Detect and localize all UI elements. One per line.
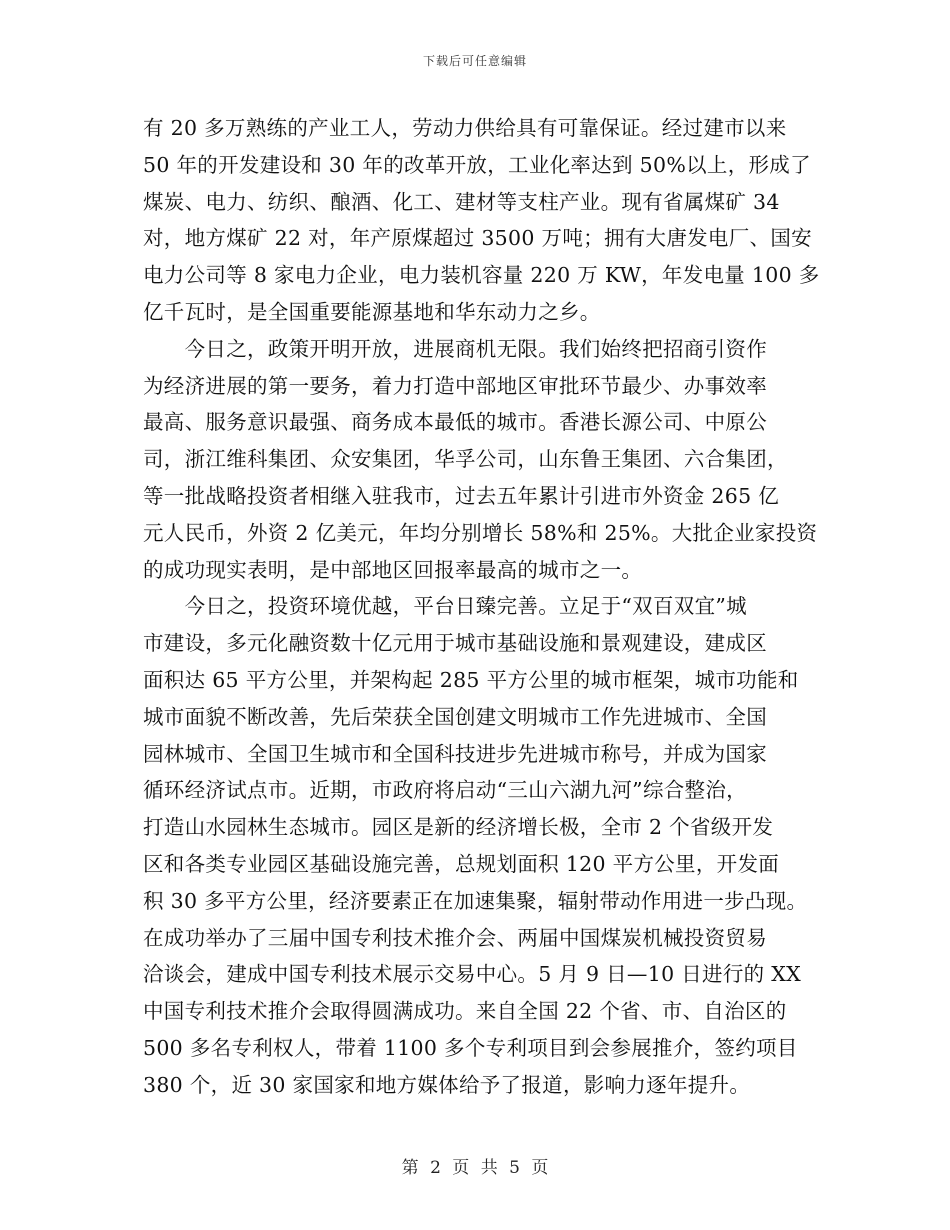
footer-total-prefix: 共 <box>480 1158 498 1178</box>
text-line: 的成功现实表明，是中部地区回报率最高的城市之一。 <box>143 557 643 582</box>
page-footer <box>0 1153 950 1178</box>
footer-mid: 页 <box>452 1158 470 1178</box>
text-line: 今日之，投资环境优越，平台日臻完善。立足于“双百双宜”城 <box>143 594 747 619</box>
text-line: 区和各类专业园区基础设施完善，总规划面积 120 平方公里，开发面 <box>143 851 780 876</box>
text-line: 城市面貌不断改善，先后荣获全国创建文明城市工作先进城市、全国 <box>143 704 767 729</box>
footer-prefix: 第 <box>401 1158 419 1178</box>
text-line: 等一批战略投资者相继入驻我市，过去五年累计引进市外资金 265 亿 <box>143 483 780 508</box>
text-line: 煤炭、电力、纺织、酿酒、化工、建材等支柱产业。现有省属煤矿 34 <box>143 189 780 214</box>
header-note: 下载后可任意编辑 <box>422 54 527 68</box>
text-line: 对，地方煤矿 22 对，年产原煤超过 3500 万吨；拥有大唐发电厂、国安 <box>143 226 812 251</box>
text-line: 积 30 多平方公里，经济要素正在加速集聚，辐射带动作用进一步凸现。 <box>143 888 808 913</box>
text-line: 循环经济试点市。近期，市政府将启动“三山六湖九河”综合整治， <box>143 778 747 803</box>
text-line: 面积达 65 平方公里，并架构起 285 平方公里的城市框架，城市功能和 <box>143 667 799 692</box>
text-line: 园林城市、全国卫生城市和全国科技进步先进城市称号，并成为国家 <box>143 741 767 766</box>
footer-suffix: 页 <box>531 1158 549 1178</box>
text-line: 中国专利技术推介会取得圆满成功。来自全国 22 个省、市、自治区的 <box>143 999 787 1024</box>
text-line: 380 个，近 30 家国家和地方媒体给予了报道，影响力逐年提升。 <box>143 1072 751 1097</box>
text-line: 有 20 多万熟练的产业工人，劳动力供给具有可靠保证。经过建市以来 <box>143 116 787 140</box>
text-line: 元人民币，外资 2 亿美元，年均分别增长 58%和 25%。大批企业家投资 <box>143 520 818 545</box>
footer-total-pages: 5 <box>509 1158 520 1178</box>
text-line: 亿千瓦时，是全国重要能源基地和华东动力之乡。 <box>143 299 601 324</box>
text-line: 50 年的开发建设和 30 年的改革开放，工业化率达到 50%以上，形成了 <box>143 152 811 177</box>
text-line: 打造山水园林生态城市。园区是新的经济增长极，全市 2 个省级开发 <box>143 815 774 840</box>
text-line: 在成功举办了三届中国专利技术推介会、两届中国煤炭机械投资贸易 <box>143 925 767 950</box>
text-line: 今日之，政策开明开放，进展商机无限。我们始终把招商引资作 <box>143 336 767 361</box>
text-line: 洽谈会，建成中国专利技术展示交易中心。5 月 9 日—10 日进行的 XX <box>143 962 802 987</box>
footer-page-number: 2 <box>430 1158 441 1178</box>
text-line: 市建设，多元化融资数十亿元用于城市基础设施和景观建设，建成区 <box>143 631 767 656</box>
text-line: 为经济进展的第一要务，着力打造中部地区审批环节最少、办事效率 <box>143 373 767 398</box>
text-line: 最高、服务意识最强、商务成本最低的城市。香港长源公司、中原公 <box>143 410 767 435</box>
text-line: 司，浙江维科集团、众安集团，华孚公司，山东鲁王集团、六合集团， <box>143 447 788 472</box>
text-line: 电力公司等 8 家电力企业，电力装机容量 220 万 KW，年发电量 100 多 <box>143 263 820 288</box>
page-header <box>0 52 950 69</box>
document-body <box>143 110 823 1104</box>
text-line: 500 多名专利权人，带着 1100 多个专利项目到会参展推介，签约项目 <box>143 1035 798 1060</box>
